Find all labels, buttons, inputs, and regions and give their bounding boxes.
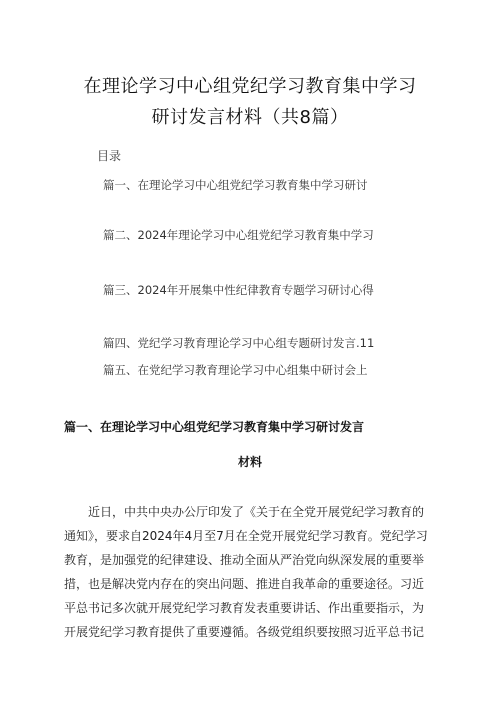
document-title-line-1: 在理论学习中心组党纪学习教育集中学习 [83,76,417,97]
toc-item-4[interactable]: 篇四、党纪学习教育理论学习中心组专题研讨发言.11 [103,336,375,350]
document-title-line-2: 研讨发言材料（共8篇） [151,107,349,128]
body-line-4: 措，也是解决党内存在的突出问题、推进自我革命的重要途径。习近 [64,577,425,591]
body-line-3: 教育，是加强党的纪律建设、推动全面从严治党向纵深发展的重要举 [64,553,425,567]
body-line-6: 开展党纪学习教育提供了重要遵循。各级党组织要按照习近平总书记 [64,625,425,639]
section-body-paragraph [64,500,436,644]
toc-item-1[interactable]: 篇一、在理论学习中心组党纪学习教育集中学习研讨 [103,178,368,192]
section-title-continuation: 材料 [237,455,262,469]
toc-item-2[interactable]: 篇二、2024年理论学习中心组党纪学习教育集中学习 [103,228,374,242]
toc-heading: 目录 [97,149,122,163]
toc-item-5[interactable]: 篇五、在党纪学习教育理论学习中心组集中研讨会上 [103,363,368,377]
section-title: 篇一、在理论学习中心组党纪学习教育集中学习研讨发言 [64,420,365,434]
body-line-5: 平总书记多次就开展党纪学习教育发表重要讲话、作出重要指示，为 [64,601,425,615]
body-line-2: 通知》，要求自2024年4月至7月在全党开展党纪学习教育。党纪学习 [64,529,428,543]
toc-item-3[interactable]: 篇三、2024年开展集中性纪律教育专题学习研讨心得 [103,283,374,297]
body-line-1: 近日，中共中央办公厅印发了《关于在全党开展党纪学习教育的 [88,505,425,519]
